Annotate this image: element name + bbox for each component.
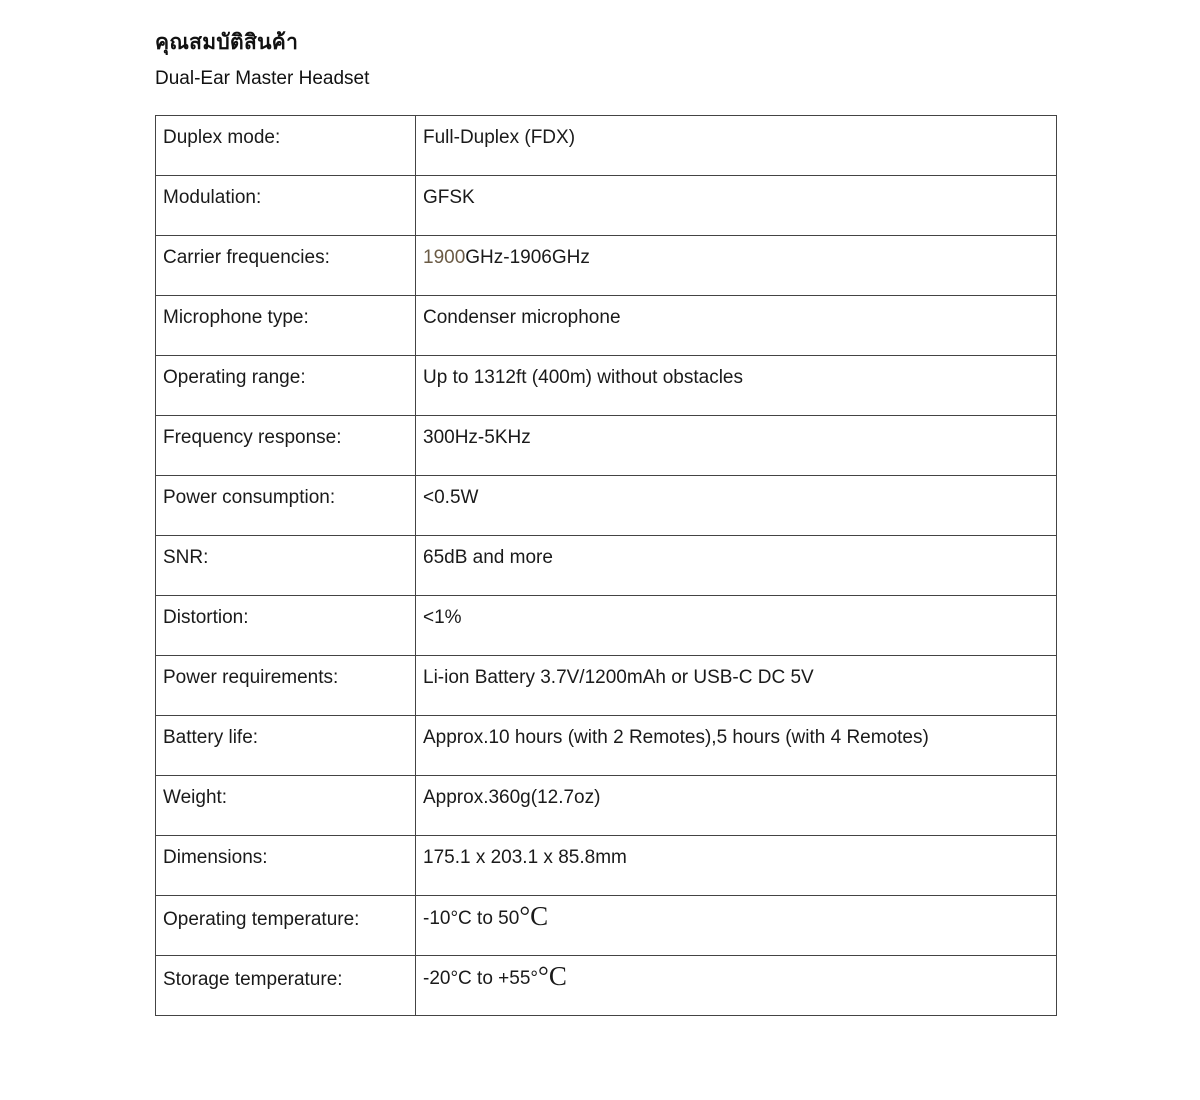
page-title: คุณสมบัติสินค้า <box>155 30 299 54</box>
table-row <box>156 536 1057 596</box>
spec-label: Duplex mode: <box>156 116 416 176</box>
spec-value: Condenser microphone <box>416 296 1057 356</box>
spec-value-accent: 1900 <box>423 247 466 268</box>
spec-value-main: -20°C to +55° <box>423 968 539 989</box>
spec-value: 65dB and more <box>416 536 1057 596</box>
table-row <box>156 956 1057 1016</box>
spec-label: Modulation: <box>156 176 416 236</box>
spec-label: SNR: <box>156 536 416 596</box>
table-row <box>156 296 1057 356</box>
table-row <box>156 356 1057 416</box>
spec-value: Approx.10 hours (with 2 Remotes),5 hours (with 4 Remotes) <box>416 716 1057 776</box>
spec-value: 175.1 x 203.1 x 85.8mm <box>416 836 1057 896</box>
table-row <box>156 476 1057 536</box>
spec-value: Up to 1312ft (400m) without obstacles <box>416 356 1057 416</box>
spec-value: <0.5W <box>416 476 1057 536</box>
product-name: Dual-Ear Master Headset <box>155 68 370 89</box>
spec-label: Storage temperature: <box>156 956 416 1016</box>
spec-value <box>416 956 1057 1016</box>
table-row <box>156 896 1057 956</box>
table-row <box>156 596 1057 656</box>
spec-label: Carrier frequencies: <box>156 236 416 296</box>
table-row <box>156 776 1057 836</box>
spec-value <box>416 236 1057 296</box>
table-row <box>156 236 1057 296</box>
spec-label: Power consumption: <box>156 476 416 536</box>
spec-value: Li-ion Battery 3.7V/1200mAh or USB-C DC 5V <box>416 656 1057 716</box>
celsius-unit: °C <box>538 961 567 991</box>
spec-label: Frequency response: <box>156 416 416 476</box>
spec-table <box>155 115 1057 1016</box>
table-row <box>156 116 1057 176</box>
spec-value: <1% <box>416 596 1057 656</box>
spec-label: Operating range: <box>156 356 416 416</box>
spec-label: Weight: <box>156 776 416 836</box>
spec-label: Operating temperature: <box>156 896 416 956</box>
spec-label: Dimensions: <box>156 836 416 896</box>
spec-label: Battery life: <box>156 716 416 776</box>
spec-value-rest: GHz-1906GHz <box>465 247 590 268</box>
spec-label: Distortion: <box>156 596 416 656</box>
table-row <box>156 716 1057 776</box>
table-row <box>156 416 1057 476</box>
spec-label: Power requirements: <box>156 656 416 716</box>
spec-value-main: -10°C to 50 <box>423 908 520 929</box>
spec-value: Approx.360g(12.7oz) <box>416 776 1057 836</box>
spec-value <box>416 896 1057 956</box>
table-row <box>156 836 1057 896</box>
table-row <box>156 176 1057 236</box>
table-row <box>156 656 1057 716</box>
spec-value: 300Hz-5KHz <box>416 416 1057 476</box>
spec-value: Full-Duplex (FDX) <box>416 116 1057 176</box>
spec-label: Microphone type: <box>156 296 416 356</box>
celsius-unit: °C <box>519 901 549 931</box>
spec-value: GFSK <box>416 176 1057 236</box>
